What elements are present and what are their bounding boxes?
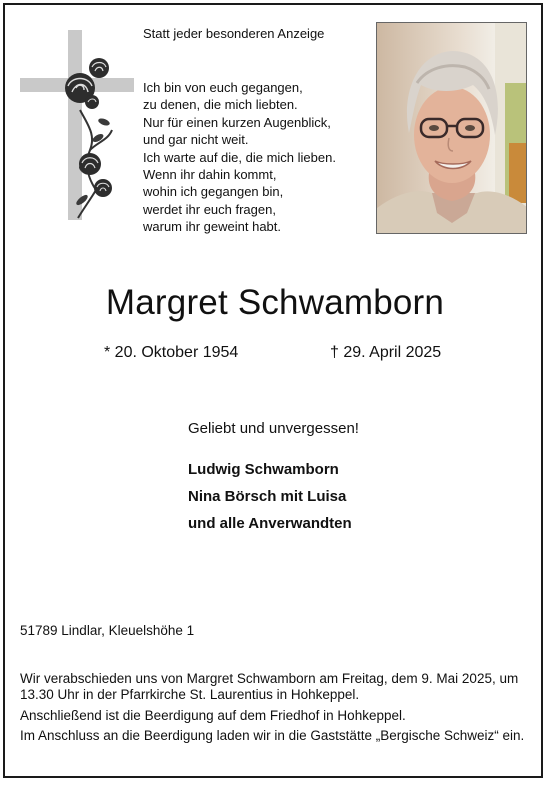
mourner-item: Nina Börsch mit Luisa: [188, 488, 347, 505]
notice-paragraph: Anschließend ist die Beerdigung auf dem Friedhof in Hohkeppel.: [20, 707, 406, 723]
poem-line: und gar nicht weit.: [143, 132, 249, 148]
tagline: Geliebt und unvergessen!: [188, 420, 359, 437]
death-date: † 29. April 2025: [330, 344, 442, 361]
poem-line: Nur für einen kurzen Augenblick,: [143, 114, 331, 130]
poem-line: Ich warte auf die, die mich lieben.: [143, 149, 336, 165]
address: 51789 Lindlar, Kleuelshöhe 1: [20, 623, 195, 638]
mourner-item: Ludwig Schwamborn: [188, 461, 339, 478]
notice-paragraph: Wir verabschieden uns von Margret Schwamborn am Freitag, dem 9. Mai 2025, um 13.30 Uhr in der Pfarrkirche St. Laurentius in Hohkeppel.: [20, 671, 519, 703]
funeral-notice: [20, 671, 528, 748]
cross-with-roses-icon: [18, 30, 136, 225]
portrait-photo: [376, 22, 527, 234]
poem-line: Ich bin von euch gegangen,: [143, 80, 303, 95]
poem-line: werdet ihr euch fragen,: [143, 201, 276, 217]
poem: [143, 79, 336, 236]
deceased-name: Margret Schwamborn: [105, 283, 445, 322]
poem-line: wohin ich gegangen bin,: [143, 184, 284, 200]
notice-paragraph: Im Anschluss an die Beerdigung laden wir in die Gaststätte „Bergische Schweiz“ ein.: [20, 727, 525, 743]
mourners-list: [188, 456, 352, 537]
poem-line: warum ihr geweint habt.: [143, 219, 282, 235]
mourner-item: und alle Anverwandten: [188, 515, 352, 532]
poem-line: Wenn ihr dahin kommt,: [143, 167, 277, 183]
intro-text: Statt jeder besonderen Anzeige: [143, 26, 325, 41]
poem-line: zu denen, die mich liebten.: [143, 97, 298, 113]
birth-date: * 20. Oktober 1954: [104, 344, 239, 361]
